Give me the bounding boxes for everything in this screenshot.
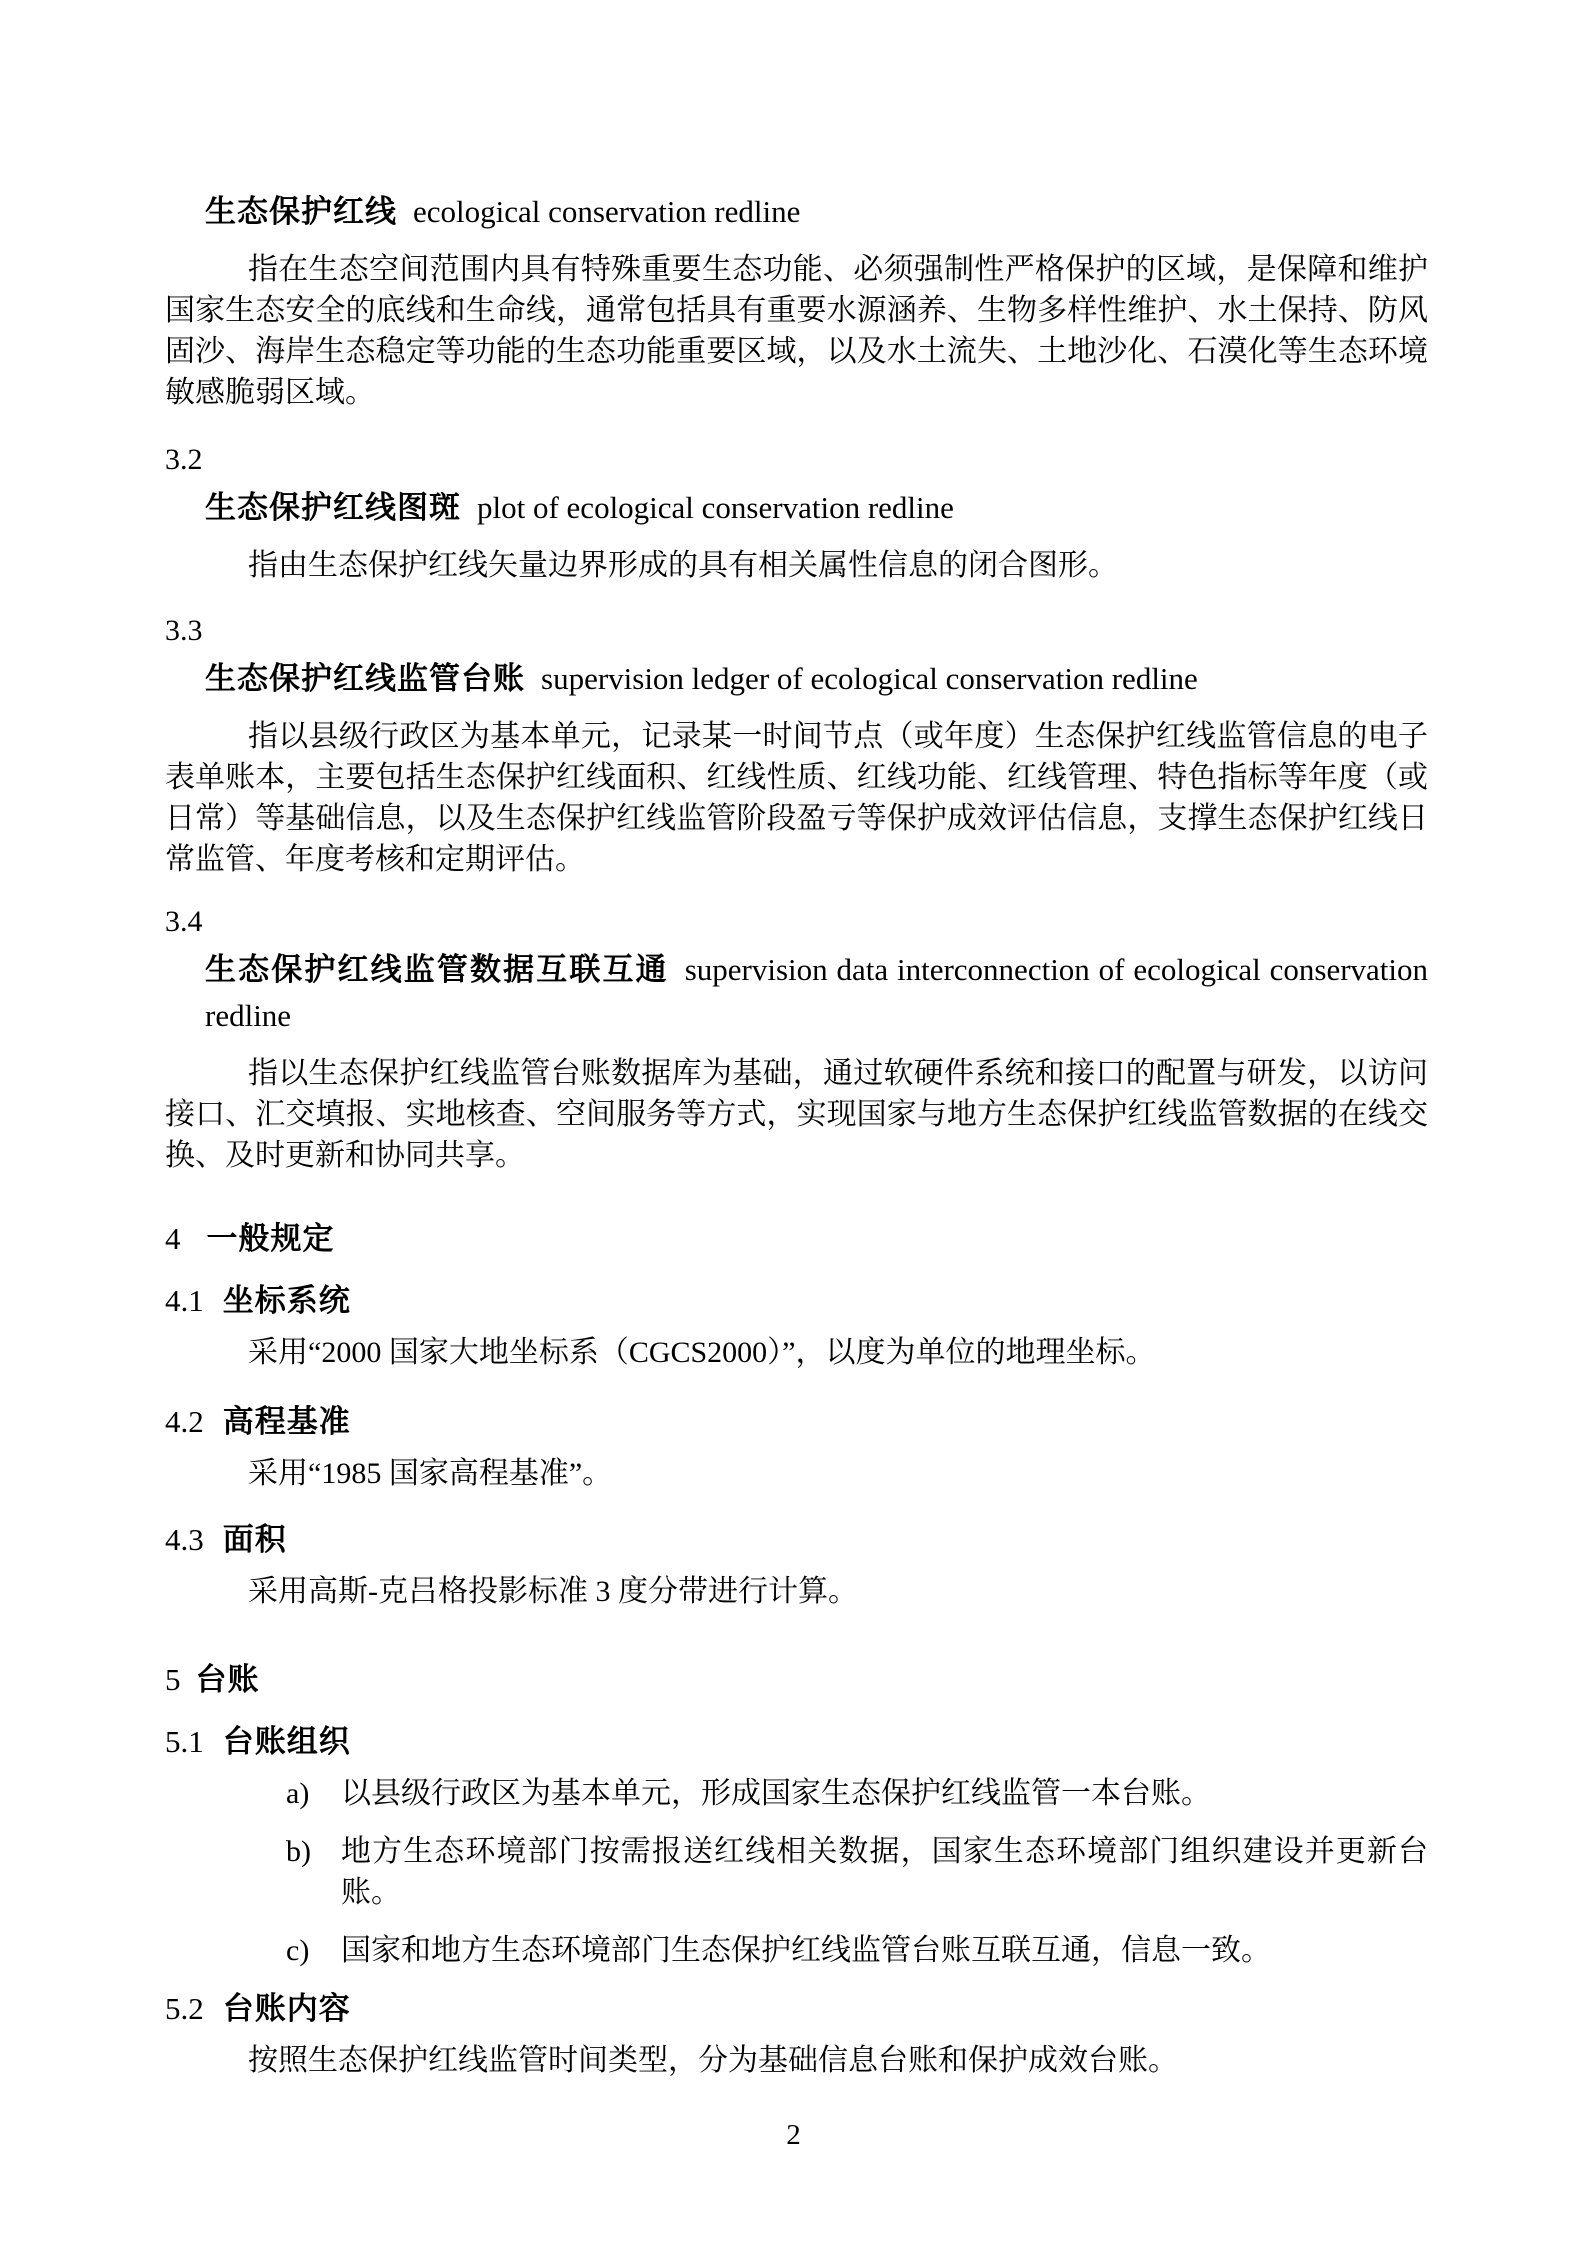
chapter-number: 4 — [165, 1221, 181, 1256]
term-definition: 指以生态保护红线监管台账数据库为基础，通过软硬件系统和接口的配置与研发，以访问接口、汇交填报、实地核查、空间服务等方式，实现国家与地方生态保护红线监管数据的在线交换、及时更新和协同共享。 — [165, 1057, 1428, 1172]
subsection-number: 4.3 — [165, 1522, 204, 1557]
subsection-number: 5.1 — [165, 1724, 204, 1759]
term-heading — [165, 189, 1428, 235]
term-zh: 生态保护红线监管数据互联互通 — [205, 952, 669, 987]
subsection-heading — [165, 1721, 1428, 1762]
term-heading — [165, 947, 1428, 1039]
term-en: supervision data interconnection of ecological conservation redline — [205, 952, 1429, 1033]
subsection-heading — [165, 1401, 1428, 1442]
subsection-title: 台账组织 — [222, 1724, 351, 1759]
page-content — [165, 189, 1428, 2081]
subsection-body: 按照生态保护红线监管时间类型，分为基础信息台账和保护成效台账。 — [248, 2044, 1178, 2077]
subsection-title: 坐标系统 — [222, 1283, 351, 1318]
subsection-title: 台账内容 — [222, 1991, 351, 2026]
chapter-title: 一般规定 — [206, 1221, 335, 1256]
list-item — [165, 1930, 1428, 1971]
term-zh: 生态保护红线 — [205, 194, 397, 229]
section-number: 3.4 — [165, 905, 203, 938]
term-definition: 指由生态保护红线矢量边界形成的具有相关属性信息的闭合图形。 — [248, 549, 1118, 582]
list-text: 地方生态环境部门按需报送红线相关数据，国家生态环境部门组织建设并更新台账。 — [341, 1835, 1428, 1909]
term-heading — [165, 656, 1428, 702]
list-marker: c) — [286, 1934, 310, 1967]
term-en: plot of ecological conservation redline — [477, 490, 954, 525]
subsection-body: 采用“2000 国家大地坐标系（CGCS2000）”，以度为单位的地理坐标。 — [248, 1336, 1156, 1369]
subsection-number: 4.2 — [165, 1404, 204, 1439]
term-definition: 指以县级行政区为基本单元，记录某一时间节点（或年度）生态保护红线监管信息的电子表单账本，主要包括生态保护红线面积、红线性质、红线功能、红线管理、特色指标等年度（或日常）等基础信息，以及生态保护红线监管阶段盈亏等保护成效评估信息，支撑生态保护红线日常监管、年度考核和定期评估。 — [165, 720, 1428, 876]
chapter-heading — [165, 1659, 1428, 1700]
list-text: 以县级行政区为基本单元，形成国家生态保护红线监管一本台账。 — [341, 1777, 1211, 1810]
list-item — [165, 1773, 1428, 1814]
subsection-body: 采用高斯-克吕格投影标准 3 度分带进行计算。 — [248, 1575, 858, 1608]
subsection-title: 面积 — [222, 1522, 287, 1557]
subsection-body: 采用“1985 国家高程基准”。 — [248, 1457, 613, 1490]
list-item — [165, 1831, 1428, 1913]
lettered-list — [165, 1773, 1428, 1971]
chapter-title: 台账 — [195, 1662, 260, 1697]
term-en: ecological conservation redline — [413, 194, 801, 229]
term-heading — [165, 485, 1428, 531]
term-zh: 生态保护红线图斑 — [205, 490, 461, 525]
chapter-number: 5 — [165, 1662, 181, 1697]
term-zh: 生态保护红线监管台账 — [205, 661, 525, 696]
list-marker: b) — [286, 1835, 311, 1868]
subsection-heading — [165, 1988, 1428, 2029]
subsection-heading — [165, 1280, 1428, 1321]
list-text: 国家和地方生态环境部门生态保护红线监管台账互联互通，信息一致。 — [341, 1934, 1271, 1967]
list-marker: a) — [286, 1777, 310, 1810]
section-number: 3.3 — [165, 614, 203, 647]
term-definition: 指在生态空间范围内具有特殊重要生态功能、必须强制性严格保护的区域，是保障和维护国家生态安全的底线和生命线，通常包括具有重要水源涵养、生物多样性维护、水土保持、防风固沙、海岸生态稳定等功能的生态功能重要区域，以及水土流失、土地沙化、石漠化等生态环境敏感脆弱区域。 — [165, 253, 1428, 409]
section-number: 3.2 — [165, 443, 203, 476]
subsection-number: 5.2 — [165, 1991, 204, 2026]
chapter-heading — [165, 1218, 1428, 1259]
page-number: 2 — [786, 2119, 801, 2151]
subsection-heading — [165, 1519, 1428, 1560]
term-en: supervision ledger of ecological conservation redline — [541, 661, 1198, 696]
subsection-title: 高程基准 — [222, 1404, 351, 1439]
subsection-number: 4.1 — [165, 1283, 204, 1318]
